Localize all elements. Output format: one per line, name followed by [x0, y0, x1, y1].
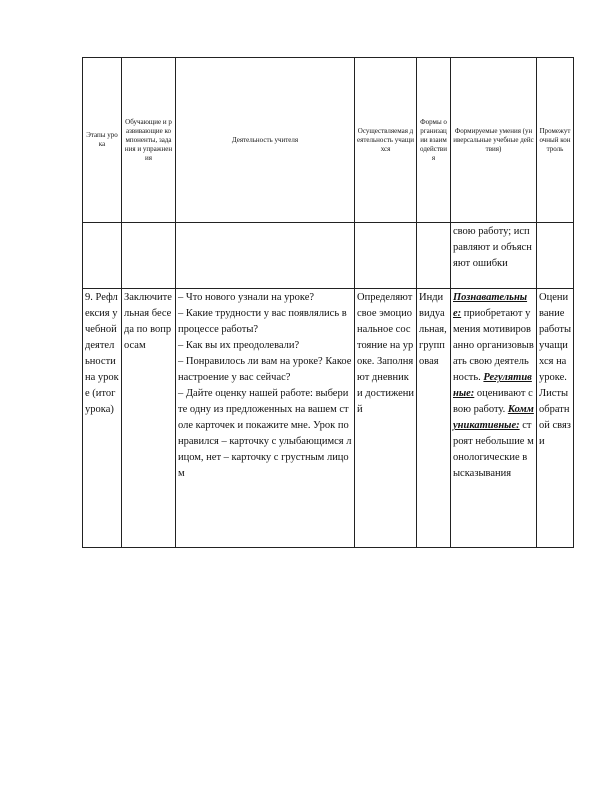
teacher-line: – Как вы их преодолевали? — [178, 340, 300, 351]
teacher-line: – Какие трудности у вас появлялись в процессе работы? — [178, 308, 347, 335]
skills-communicative-label: Коммуникативные: — [453, 404, 534, 431]
cell-students: Определяют свое эмоциональное состояние на уроке. Заполняют дневники достижений — [355, 289, 417, 548]
header-cell-skills: Формируемые умения (универсальные учебные действия) — [451, 58, 537, 223]
cell-teacher — [176, 289, 355, 548]
skills-regulatory-label: Регулятивные: — [453, 372, 532, 399]
table-row-reflection — [83, 289, 574, 548]
cell-forms: Индивидуальная, групповая — [417, 289, 451, 548]
table-row-continuation — [83, 223, 574, 289]
cell-skills-continuation: свою работу; исправляют и объясняют ошибки — [451, 223, 537, 289]
lesson-plan-table — [82, 57, 574, 548]
cell-empty — [83, 223, 122, 289]
cell-empty — [417, 223, 451, 289]
teacher-line: – Дайте оценку нашей работе: выберите одну из предложенных на вашем столе карточек и покажите мне. Урок понравился – карточку с улыбающимся лицом, нет – карточку с грустным лицом — [178, 388, 352, 479]
cell-empty — [537, 223, 574, 289]
header-cell-control: Промежуточный контроль — [537, 58, 574, 223]
cell-empty — [176, 223, 355, 289]
header-cell-stage: Этапы урока — [83, 58, 122, 223]
skills-communicative-text: строят небольшие монологические высказывания — [453, 420, 534, 479]
cell-empty — [122, 223, 176, 289]
skills-cognitive-label: Познавательные: — [453, 292, 528, 319]
cell-skills — [451, 289, 537, 548]
header-cell-components: Обучающие и развивающие компоненты, задания и упражнения — [122, 58, 176, 223]
cell-control: Оценивание работы учащихся на уроке. Листы обратной связи — [537, 289, 574, 548]
header-cell-forms: Формы организации взаимодействия — [417, 58, 451, 223]
skills-cognitive-text: приобретают умения мотивированно организовывать свою деятельность. — [453, 308, 534, 383]
cell-empty — [355, 223, 417, 289]
cell-stage: 9. Рефлексия учебной деятельности на уроке (итог урока) — [83, 289, 122, 548]
cell-components: Заключительная беседа по вопросам — [122, 289, 176, 548]
header-cell-students: Осуществляемая деятельность учащихся — [355, 58, 417, 223]
teacher-line: – Что нового узнали на уроке? — [178, 292, 315, 303]
skills-regulatory-text: оценивают свою работу. — [453, 388, 533, 415]
teacher-line: – Понравилось ли вам на уроке? Какое настроение у вас сейчас? — [178, 356, 352, 383]
header-cell-teacher: Деятельность учителя — [176, 58, 355, 223]
table-header-row — [83, 58, 574, 223]
